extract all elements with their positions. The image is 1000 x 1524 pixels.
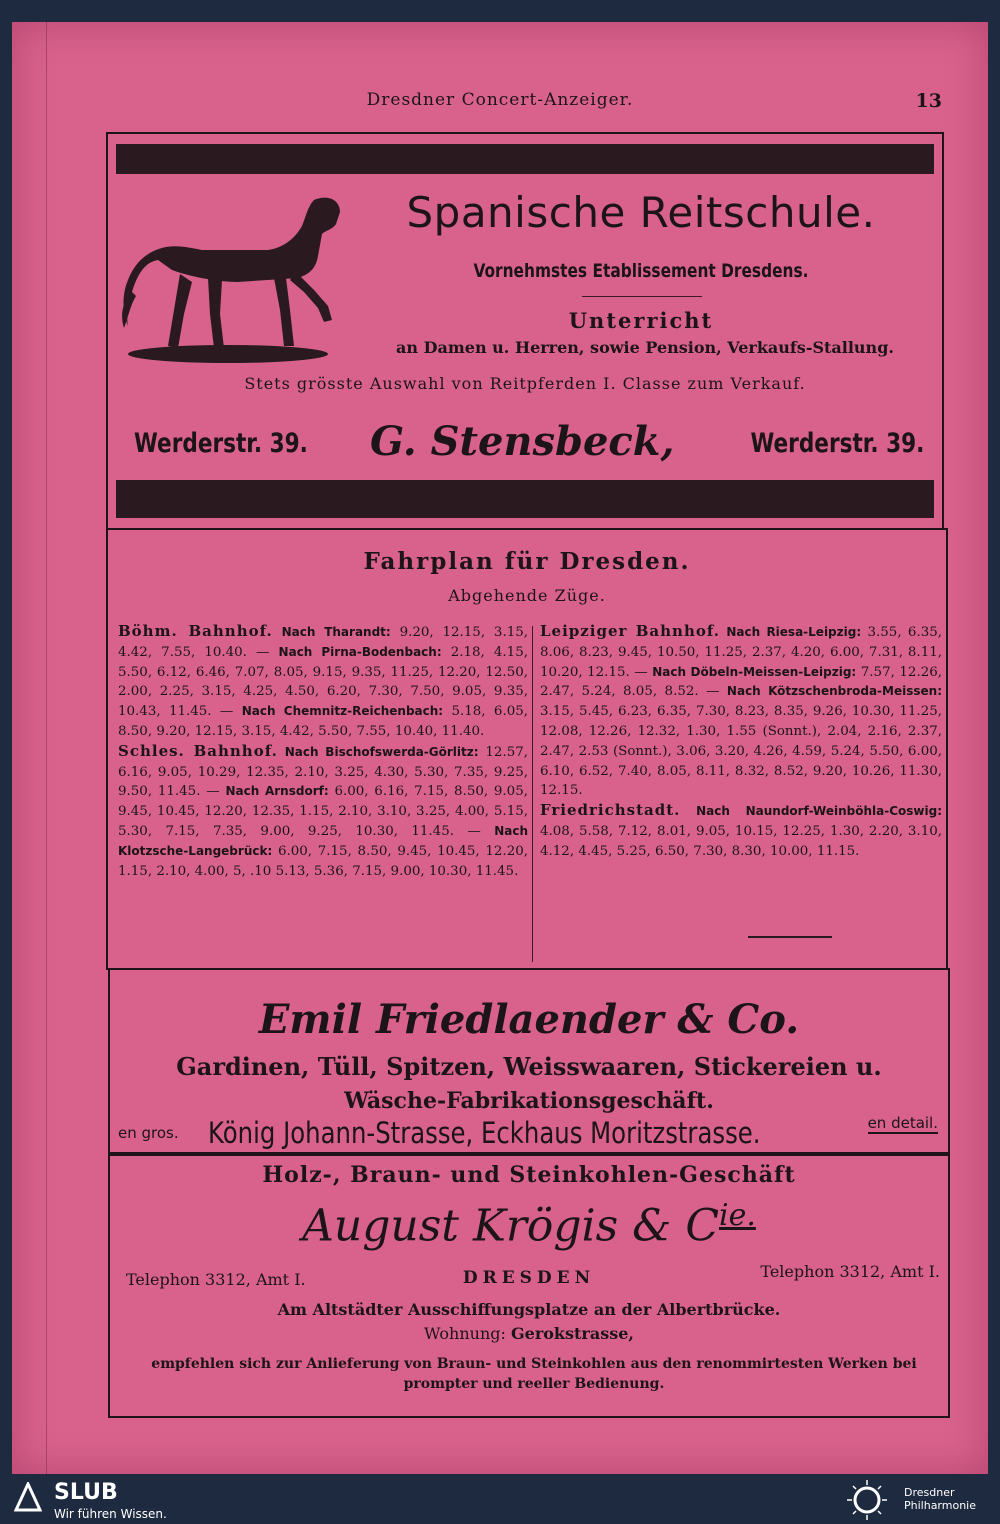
destination: Nach Döbeln-Meissen-Leipzig: — [652, 664, 857, 679]
running-title: Dresdner Concert-Anzeiger. — [366, 90, 634, 110]
departure-times: 6.00, 7.15, 8.50, 9.45, 10.45, 12.20, 1.15, 2.10, 4.00, 5, .10 5.13, 5.36, 7.15, 9.00, 10.30, 11.45. — [118, 843, 528, 879]
departure-times: 5.18, 6.05, 8.50, 9.20, 12.15, 3.15, 4.42, 5.50, 7.55, 10.40, 11.40. — [118, 704, 528, 739]
destination: Nach Chemnitz-Reichenbach: — [241, 704, 444, 719]
address-right: Werderstr. 39. — [750, 428, 924, 459]
top-border-bar — [116, 144, 934, 174]
partner-name — [904, 1486, 976, 1512]
destination: Nach Naundorf-Weinböhla-Coswig: — [696, 804, 942, 819]
departure-times: 7.57, 12.26, 2.47, 5.24, 8.05, 8.52. — — [540, 664, 942, 700]
stock-line: Stets grösste Auswahl von Reitpferden I. Classe zum Verkauf. — [244, 374, 806, 393]
lesson-heading: Unterricht — [568, 308, 714, 333]
destination: Nach Bischofswerda-Görlitz: — [284, 744, 479, 759]
magazine-page — [12, 22, 988, 1474]
street-address: König Johann-Strasse, Eckhaus Moritzstrasse. — [208, 1116, 761, 1150]
company-name-main: August Krögis & — [302, 1200, 672, 1252]
proprietor-name: G. Stensbeck, — [370, 418, 675, 465]
column-divider — [532, 626, 533, 962]
bottom-border-bar — [116, 480, 934, 518]
telephone-left: Telephon 3312, Amt I. — [126, 1270, 306, 1289]
goods-line-2: Wäsche-Fabrikationsgeschäft. — [344, 1088, 714, 1114]
retail-label: en detail. — [867, 1114, 938, 1132]
lesson-description: an Damen u. Herren, sowie Pension, Verkaufs-Stallung. — [396, 338, 894, 357]
station-name: Leipziger Bahnhof. — [540, 622, 721, 640]
station-name: Schles. Bahnhof. — [118, 741, 278, 760]
partner-line-2: Philharmonie — [904, 1499, 976, 1512]
wholesale-label: en gros. — [118, 1124, 179, 1142]
destination: Nach Pirna-Bodenbach: — [278, 644, 442, 659]
company-name: Emil Friedlaender & Co. — [258, 996, 800, 1043]
destination: Nach Tharandt: — [281, 625, 391, 639]
page-header — [12, 90, 988, 118]
timetable-right-column — [540, 622, 942, 862]
departure-times: 4.08, 5.58, 7.12, 8.01, 9.05, 10.15, 12.25, 1.30, 2.20, 3.10, 4.12, 4.45, 5.25, 6.50, 7.30, 8.30, 10.00, 11.15. — [540, 823, 942, 859]
library-tagline: Wir führen Wissen. — [54, 1507, 167, 1521]
residence-label: Wohnung: — [424, 1324, 506, 1343]
station-name: Böhm. Bahnhof. — [118, 622, 273, 640]
residence-line — [110, 1324, 948, 1343]
location-line: Am Altstädter Ausschiffungsplatze an der Albertbrücke. — [277, 1300, 781, 1319]
philharmonie-logo-icon[interactable] — [842, 1478, 892, 1522]
destination: Nach Riesa-Leipzig: — [726, 625, 862, 639]
departure-times: 6.00, 6.16, 7.15, 8.50, 9.05, 9.45, 10.45, 12.20, 12.35, 1.15, 2.10, 3.10, 3.25, 4.00, 5.15, 5.30, 7.15, 7.35, 9.00, 9.25, 10.30, 11.45. — — [118, 784, 528, 839]
city-name: DRESDEN — [462, 1268, 596, 1288]
library-logo-icon[interactable] — [14, 1482, 42, 1512]
business-heading: Holz-, Braun- und Steinkohlen-Geschäft — [262, 1162, 796, 1188]
company-name — [110, 1198, 948, 1252]
address-row — [108, 418, 942, 468]
library-name[interactable]: SLUB — [54, 1480, 118, 1505]
page-number: 13 — [915, 90, 942, 112]
timetable-title: Fahrplan für Dresden. — [363, 548, 691, 575]
residence-street: Gerokstrasse, — [510, 1324, 634, 1343]
destination: Nach Kötzschenbroda-Meissen: — [726, 684, 942, 699]
timetable-subtitle: Abgehende Züge. — [448, 586, 606, 605]
company-name-suffix: C — [685, 1200, 719, 1252]
ad-subtitle: Vornehmstes Etablissement Dresdens. — [473, 260, 809, 282]
destination: Nach Arnsdorf: — [225, 784, 329, 799]
departure-times: 9.20, 12.15, 3.15, 4.42, 7.55, 10.40. — — [118, 625, 528, 660]
company-name-sup: ie. — [719, 1198, 756, 1233]
ad-reitschule — [106, 132, 944, 530]
timetable — [106, 528, 948, 970]
departure-times: 12.57, 6.16, 9.05, 10.29, 12.35, 2.10, 3.25, 4.30, 5.30, 7.35, 9.25, 9.50, 11.45. — — [118, 744, 528, 800]
ad-title: Spanische Reitschule. — [406, 188, 876, 237]
timetable-left-column — [118, 622, 528, 881]
ad-friedlaender — [108, 968, 950, 1156]
departure-times: 3.15, 5.45, 6.23, 6.35, 7.30, 8.23, 8.35, 9.26, 10.30, 11.25, 12.08, 12.26, 12.32, 1.30, 1.55 (Sonnt.), 2.04, 2.16, 2.37, 2.47, 2.53 (Sonnt.), 3.06, 3.20, 4.26, 4.59, 5.24, 5.50, 6.00, 6.10, 6.52, 7.40, 8.05, 8.11, 8.32, 8.52, 9.20, 10.26, 11.30, 12.15. — [540, 704, 942, 799]
departure-times: 2.18, 4.15, 5.50, 6.12, 6.46, 7.07, 8.05, 9.15, 9.35, 11.25, 12.20, 12.50, 2.00, 2.25, 3.15, 4.25, 4.50, 6.20, 7.30, 7.50, 9.05, 9.35, 10.43, 11.45. — — [118, 644, 528, 720]
offer-text: empfehlen sich zur Anlieferung von Braun- und Steinkohlen aus den renommirtesten Werken bei prompter und reeller Bedienung. — [151, 1356, 917, 1392]
divider — [582, 296, 702, 297]
goods-line: Gardinen, Tüll, Spitzen, Weisswaaren, Stickereien u. — [176, 1052, 882, 1081]
destination: Nach Klotzsche-Langebrück: — [118, 823, 528, 858]
ad-kroegis — [108, 1152, 950, 1418]
sheet-fold-line — [46, 22, 47, 1474]
station-name: Friedrichstadt. — [540, 801, 681, 820]
telephone-right: Telephon 3312, Amt I. — [760, 1262, 940, 1281]
end-rule — [748, 936, 832, 938]
footer-bar — [0, 1474, 1000, 1524]
partner-line-1: Dresdner — [904, 1486, 955, 1499]
departure-times: 3.55, 6.35, 8.06, 8.23, 9.45, 10.50, 11.25, 2.37, 4.20, 6.00, 7.31, 8.11, 10.20, 12.15. — — [540, 625, 942, 680]
horse-icon — [118, 190, 346, 366]
address-left: Werderstr. 39. — [134, 428, 308, 459]
